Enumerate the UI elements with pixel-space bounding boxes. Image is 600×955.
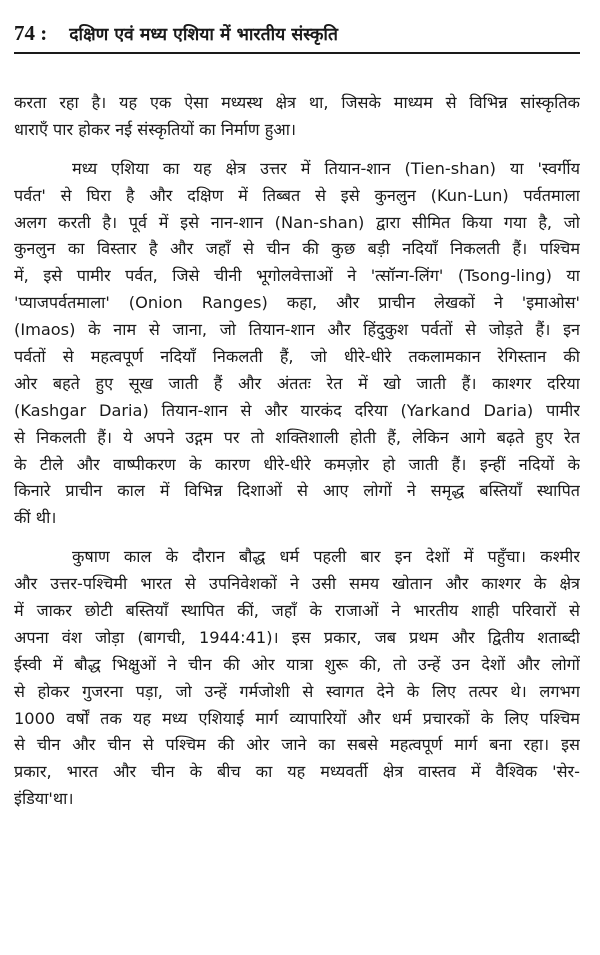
- text-line: ओर बहते हुए सूख जाती हैं और अंततः रेत में खो जाती हैं। काश्गर दरिया: [14, 373, 580, 393]
- text-line: ईस्वी में बौद्ध भिक्षुओं ने चीन की ओर यात्रा शुरू की, तो उन्हें उन देशों और लोगों: [14, 654, 580, 674]
- text-line: में जाकर छोटी बस्तियाँ स्थापित कीं, जहाँ के राजाओं ने भारतीय शाही परिवारों से: [14, 601, 580, 621]
- text-line: मध्य एशिया का यह क्षेत्र उत्तर में तियान-शान (Tien-shan) या 'स्वर्गीय: [72, 158, 580, 178]
- text-line: पर्वतों से महत्वपूर्ण नदियाँ निकलती हैं, जो धीरे-धीरे तकलामकान रेगिस्तान की: [14, 347, 580, 367]
- text-line: कुषाण काल के दौरान बौद्ध धर्म पहली बार इन देशों में पहुँचा। कश्मीर: [72, 547, 580, 567]
- text-line: प्रकार, भारत और चीन के बीच का यह मध्यवर्ती क्षेत्र वास्तव में वैश्विक 'सेर-: [14, 762, 580, 782]
- page-header: [14, 18, 580, 48]
- running-title: दक्षिण एवं मध्य एशिया में भारतीय संस्कृति: [69, 25, 338, 45]
- text-line: अलग करती है। पूर्व में इसे नान-शान (Nan-shan) द्वारा सीमित किया गया है, जो: [14, 212, 580, 232]
- text-line: इंडिया'था।: [14, 789, 74, 809]
- text-line: में, इसे पामीर पर्वत, जिसे चीनी भूगोलवेत्ताओं ने 'त्सॉन्ग-लिंग' (Tsong-ling) या: [14, 266, 580, 286]
- paragraph: [14, 90, 580, 144]
- paragraph: [14, 156, 580, 532]
- text-line: के टीले और वाष्पीकरण के कारण धीरे-धीरे कमज़ोर हो जाती हैं। इन्हीं नदियों के: [14, 454, 580, 474]
- text-line: अपना वंश जोड़ा (बागची, 1944:41)। इस प्रकार, जब प्रथम और द्वितीय शताब्दी: [14, 627, 580, 647]
- text-line: 'प्याजपर्वतमाला' (Onion Ranges) कहा, और प्राचीन लेखकों ने 'इमाओस': [14, 293, 580, 313]
- text-line: कुनलुन का विस्तार है और जहाँ से चीन की कुछ बड़ी नदियाँ निकलती हैं। पश्चिम: [14, 239, 580, 259]
- paragraph: [14, 544, 580, 813]
- text-line: किनारे प्राचीन काल में विभिन्न दिशाओं से आए लोगों ने समृद्ध बस्तियाँ स्थापित: [14, 481, 580, 501]
- text-line: (Imaos) के नाम से जाना, जो तियान-शान और हिंदुकुश पर्वतों से जोड़ते हैं। इन: [14, 320, 580, 340]
- text-line: से चीन और चीन से पश्चिम की ओर जाने का सबसे महत्वपूर्ण मार्ग बना रहा। इस: [14, 735, 580, 755]
- text-line: से होकर गुजरना पड़ा, जो उन्हें गर्मजोशी से स्वागत देने के लिए तत्पर थे। लगभग: [14, 681, 580, 701]
- text-line: पर्वत' से घिरा है और दक्षिण में तिब्बत से इसे कुनलुन (Kun-Lun) पर्वतमाला: [14, 185, 580, 205]
- header-rule: [14, 52, 580, 54]
- text-line: करता रहा है। यह एक ऐसा मध्यस्थ क्षेत्र था, जिसके माध्यम से विभिन्न सांस्कृतिक: [14, 93, 580, 112]
- text-line: 1000 वर्षों तक यह मध्य एशियाई मार्ग व्यापारियों और धर्म प्रचारकों के लिए पश्चिम: [14, 708, 580, 728]
- text-line: कीं थी।: [14, 508, 57, 528]
- text-line: धाराएँ पार होकर नई संस्कृतियों का निर्माण हुआ।: [14, 119, 297, 139]
- page-number: 74 :: [14, 21, 48, 45]
- text-line: और उत्तर-पश्चिमी भारत से उपनिवेशकों ने उसी समय खोतान और काश्गर के क्षेत्र: [14, 574, 580, 594]
- text-line: से निकलती हैं। ये अपने उद्गम पर तो शक्तिशाली होती हैं, लेकिन आगे बढ़ते हुए रेत: [14, 427, 580, 447]
- body-text: [14, 90, 580, 813]
- text-line: (Kashgar Daria) तियान-शान से और यारकंद दरिया (Yarkand Daria) पामीर: [14, 400, 580, 420]
